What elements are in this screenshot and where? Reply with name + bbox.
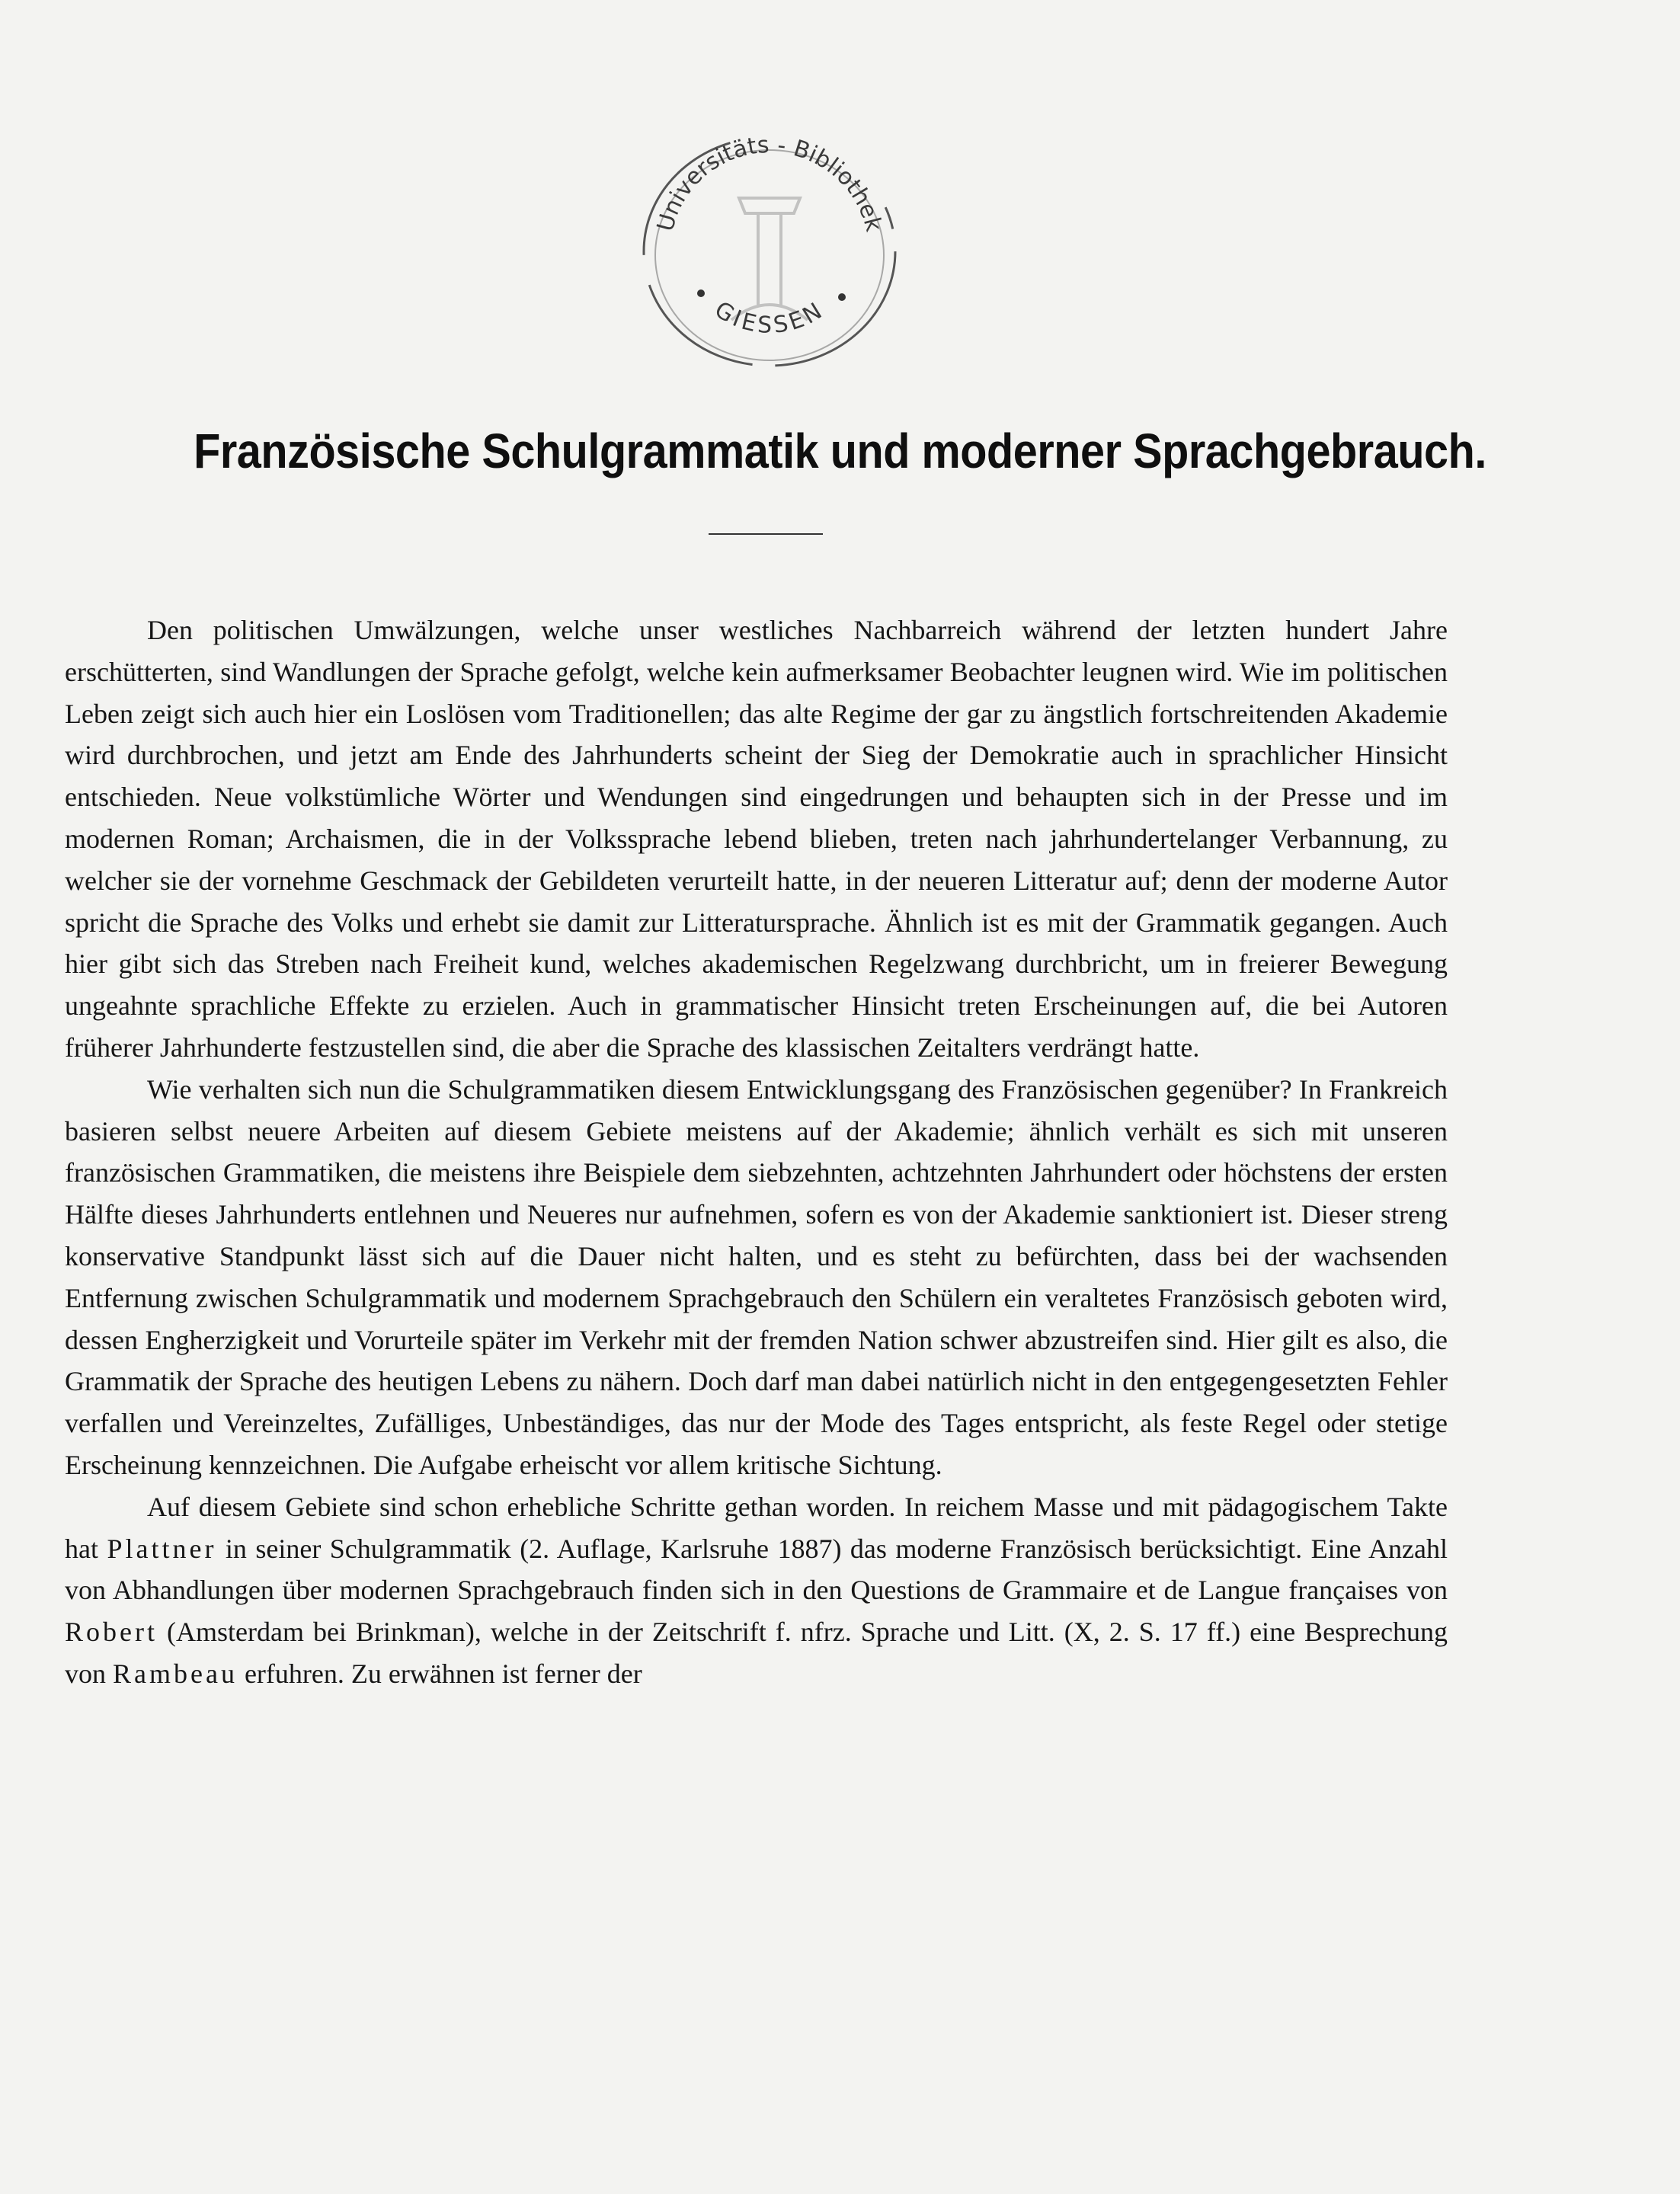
page-title: Französische Schulgrammatik und moderner Sprachgebrauch. <box>194 424 1486 478</box>
author-name: Plattner <box>107 1533 217 1564</box>
stamp-ring-text: Universitäts - Bibliothek <box>651 131 888 235</box>
paragraph-text: erfuhren. Zu erwähnen ist ferner der <box>237 1658 642 1689</box>
paragraph-text: (Amsterdam bei Brinkman), welche in der Zeitschrift f. nfrz. Sprache und Litt. (X, 2. S. 17 ff.) eine Besprechung von <box>65 1617 1448 1689</box>
paragraph: Den politischen Umwälzungen, welche unser westliches Nachbarreich während der letzten hundert Jahre erschütterten, sind Wandlungen der Sprache gefolgt, welche kein aufmerksamer Beobachter leugnen wird. Wie im politischen Leben zeigt sich auch hier ein Loslösen vom Traditionellen; das alte Regime der gar zu ängstlich fortschreitenden Akademie wird durchbrochen, und jetzt am Ende des Jahrhunderts scheint der Sieg der Demokratie auch in sprachlicher Hinsicht entschieden. Neue volkstümliche Wörter und Wendungen sind eingedrungen und behaupten sich in der Presse und im modernen Roman; Archaismen, die in der Volkssprache lebend blieben, treten nach jahrhundertelanger Verbannung, zu welcher sie der vornehme Geschmack der Gebildeten verurteilt hatte, in der neueren Litteratur auf; denn der moderne Autor spricht die Sprache des Volks und erhebt sie damit zur Litteratursprache. Ähnlich ist es mit der Grammatik gegangen. Auch hier gibt sich das Streben nach Freiheit kund, welches akademischen Regelzwang durchbricht, um in freierer Bewegung ungeahnte sprachliche Effekte zu erzielen. Auch in grammatischer Hinsicht treten Erscheinungen auf, die bei Autoren früherer Jahrhunderte festzustellen sind, die aber die Sprache des klassischen Zeitalters verdrängt hatte. <box>65 615 1448 1063</box>
author-name: Rambeau <box>113 1658 238 1689</box>
body-text <box>65 609 1448 1695</box>
library-stamp <box>625 107 914 373</box>
paragraph <box>65 1486 1448 1695</box>
paragraph: Wie verhalten sich nun die Schulgrammatiken diesem Entwicklungsgang des Französischen gegenüber? In Frankreich basieren selbst neuere Arbeiten auf diesem Gebiete meistens auf der Akademie; ähnlich verhält es sich mit unseren französischen Grammatiken, die meistens ihre Beispiele dem siebzehnten, achtzehnten Jahrhundert oder höchstens der ersten Hälfte dieses Jahrhunderts entlehnen und Neueres nur aufnehmen, sofern es von der Akademie sanktioniert ist. Dieser streng konservative Standpunkt lässt sich auf die Dauer nicht halten, und es steht zu befürchten, dass bei der wachsenden Entfernung zwischen Schulgrammatik und modernem Sprachgebrauch den Schülern ein veraltetes Französisch geboten wird, dessen Engherzigkeit und Vorurteile später im Verkehr mit der fremden Nation schwer abzustreifen sind. Hier gilt es also, die Grammatik der Sprache des heutigen Lebens zu nähern. Doch darf man dabei natürlich nicht in den entgegengesetzten Fehler verfallen und Vereinzeltes, Zufälliges, Unbeständiges, das nur der Mode des Tages entspricht, als feste Regel oder stetige Erscheinung kennzeichnen. Die Aufgabe erheischt vor allem kritische Sichtung. <box>65 1073 1448 1480</box>
author-name: Robert <box>65 1617 158 1648</box>
paragraph-text: Auf diesem Gebiete sind schon erhebliche Schritte gethan worden. In reichem Masse und mit pädagogischem Takte hat <box>65 1491 1448 1564</box>
stamp-city-text: GIESSEN <box>709 296 830 340</box>
stamp-seal-icon <box>625 107 914 373</box>
title-divider <box>709 533 823 535</box>
paragraph-text: in seiner Schulgrammatik (2. Auflage, Karlsruhe 1887) das moderne Französisch berücksichtigt. Eine Anzahl von Abhandlungen über modernen Sprachgebrauch finden sich in den Questions de Grammaire et de Langue françaises von <box>65 1533 1448 1606</box>
